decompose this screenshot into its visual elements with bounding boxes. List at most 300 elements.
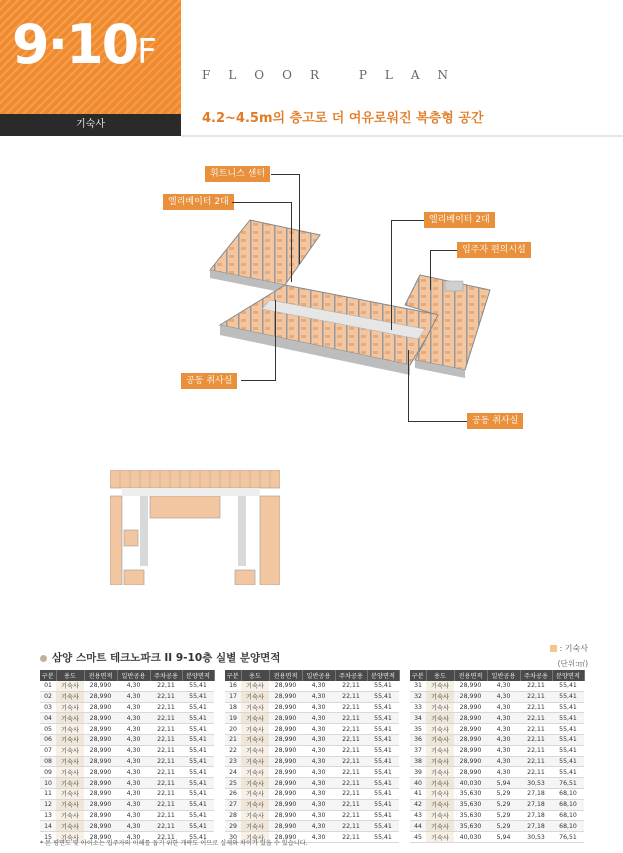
table-cell: 55,41 <box>552 681 584 691</box>
table-cell: 55,41 <box>182 767 214 778</box>
table-cell: 4,30 <box>487 745 520 756</box>
table-cell: 기숙사 <box>56 810 84 821</box>
table-cell: 03 <box>40 702 56 713</box>
table-cell: 기숙사 <box>241 681 269 691</box>
table-cell: 27 <box>225 799 241 810</box>
table-cell: 28,990 <box>269 821 302 832</box>
table-cell: 55,41 <box>367 724 399 735</box>
table-cell: 35,630 <box>454 788 487 799</box>
table-cell: 22,11 <box>150 681 182 691</box>
table-cell: 4,30 <box>302 734 335 745</box>
table-cell: 22,11 <box>335 756 367 767</box>
table-cell: 55,41 <box>182 799 214 810</box>
table-cell: 35,630 <box>454 821 487 832</box>
header-floor-block <box>0 0 181 114</box>
leader-elevator-left-v <box>291 202 292 282</box>
table-header-row <box>225 670 399 681</box>
floor-plan-label: FLOOR PLAN <box>202 68 467 82</box>
table-cell: 기숙사 <box>241 702 269 713</box>
table-cell: 68,10 <box>552 799 584 810</box>
table-cell: 28,990 <box>84 681 117 691</box>
table-cell: 39 <box>410 767 426 778</box>
callout-kitchen-right: 공동 취사실 <box>467 413 523 429</box>
table-cell: 55,41 <box>552 702 584 713</box>
table-cell: 55,41 <box>182 756 214 767</box>
table-cell: 기숙사 <box>426 767 454 778</box>
table-cell: 55,41 <box>552 767 584 778</box>
table-cell: 기숙사 <box>426 734 454 745</box>
floor-number <box>12 13 157 76</box>
table-cell: 27,18 <box>520 821 552 832</box>
table-row <box>410 810 584 821</box>
table-row <box>40 724 214 735</box>
leader-elevator-right-h <box>391 220 424 221</box>
table-cell: 22,11 <box>335 788 367 799</box>
table-cell: 10 <box>40 778 56 789</box>
table-row <box>40 745 214 756</box>
table-cell: 22,11 <box>335 821 367 832</box>
table-cell: 11 <box>40 788 56 799</box>
table-cell: 68,10 <box>552 810 584 821</box>
table-cell: 55,41 <box>367 788 399 799</box>
table-cell: 41 <box>410 788 426 799</box>
callout-elevator-right: 엘리베이터 2대 <box>424 212 495 228</box>
table-cell: 55,41 <box>552 756 584 767</box>
table-cell: 55,41 <box>367 832 399 843</box>
area-table-col-2 <box>225 670 400 843</box>
table-cell: 기숙사 <box>56 788 84 799</box>
table-cell: 기숙사 <box>56 691 84 702</box>
table-cell: 28,990 <box>269 788 302 799</box>
table-header-cell: 주차공용 <box>335 670 367 681</box>
page-subtitle: 4.2~4.5m의 층고로 더 여유로워진 복층형 공간 <box>202 111 484 126</box>
table-cell: 28,990 <box>84 821 117 832</box>
table-cell: 55,41 <box>182 745 214 756</box>
table-cell: 4,30 <box>117 745 150 756</box>
table-cell: 기숙사 <box>426 745 454 756</box>
table-cell: 4,30 <box>302 745 335 756</box>
table-cell: 22,11 <box>335 713 367 724</box>
table-header-cell: 전용면적 <box>454 670 487 681</box>
leader-kitchen-left-v <box>275 300 276 381</box>
table-cell: 28 <box>225 810 241 821</box>
table-cell: 16 <box>225 681 241 691</box>
table-cell: 18 <box>225 702 241 713</box>
table-cell: 4,30 <box>302 788 335 799</box>
table-cell: 22,11 <box>150 734 182 745</box>
table-cell: 55,41 <box>182 702 214 713</box>
table-cell: 4,30 <box>117 756 150 767</box>
table-cell: 기숙사 <box>241 745 269 756</box>
table-cell: 22,11 <box>335 724 367 735</box>
leader-elevator-left-h <box>232 202 292 203</box>
table-header-cell: 전용면적 <box>84 670 117 681</box>
table-cell: 76,51 <box>552 778 584 789</box>
table-cell: 기숙사 <box>241 756 269 767</box>
table-cell: 28,990 <box>84 832 117 843</box>
table-cell: 22,11 <box>520 702 552 713</box>
unit-type-label: 기숙사 <box>0 114 181 136</box>
table-cell: 22,11 <box>150 778 182 789</box>
table-cell: 22,11 <box>335 810 367 821</box>
table-row <box>225 691 399 702</box>
table-cell: 27,18 <box>520 810 552 821</box>
table-row <box>410 681 584 691</box>
table-cell: 기숙사 <box>56 832 84 843</box>
table-cell: 기숙사 <box>241 767 269 778</box>
table-cell: 28,990 <box>269 810 302 821</box>
table-cell: 4,30 <box>302 767 335 778</box>
table-cell: 38 <box>410 756 426 767</box>
table-cell: 기숙사 <box>241 724 269 735</box>
table-cell: 4,30 <box>302 799 335 810</box>
table-cell: 기숙사 <box>56 745 84 756</box>
table-cell: 29 <box>225 821 241 832</box>
table-cell: 22,11 <box>335 832 367 843</box>
table-cell: 기숙사 <box>241 734 269 745</box>
table-cell: 기숙사 <box>426 702 454 713</box>
table-cell: 4,30 <box>117 734 150 745</box>
table-cell: 09 <box>40 767 56 778</box>
table-cell: 55,41 <box>182 691 214 702</box>
table-row <box>410 778 584 789</box>
table-row <box>225 724 399 735</box>
table-cell: 40,030 <box>454 778 487 789</box>
table-cell: 4,30 <box>487 767 520 778</box>
table-cell: 15 <box>40 832 56 843</box>
table-cell: 28,990 <box>454 767 487 778</box>
table-cell: 4,30 <box>302 702 335 713</box>
leader-convenience-v <box>430 250 431 290</box>
table-cell: 30 <box>225 832 241 843</box>
callout-elevator-left: 엘리베이터 2대 <box>163 194 234 210</box>
table-row <box>225 681 399 691</box>
area-table-title <box>40 650 280 665</box>
table-cell: 4,30 <box>117 788 150 799</box>
table-cell: 기숙사 <box>241 778 269 789</box>
leader-fitness-v <box>299 174 300 264</box>
table-row <box>225 788 399 799</box>
table-cell: 기숙사 <box>56 713 84 724</box>
table-cell: 4,30 <box>302 691 335 702</box>
table-cell: 5,29 <box>487 799 520 810</box>
floor-suffix: F <box>137 32 157 72</box>
table-cell: 22,11 <box>520 767 552 778</box>
table-row <box>40 756 214 767</box>
table-cell: 27,18 <box>520 788 552 799</box>
table-header-cell: 용도 <box>241 670 269 681</box>
legend-swatch-icon <box>550 645 557 652</box>
table-cell: 55,41 <box>182 810 214 821</box>
table-row <box>225 745 399 756</box>
table-cell: 22,11 <box>520 691 552 702</box>
table-header-cell: 주차공용 <box>520 670 552 681</box>
table-cell: 기숙사 <box>56 799 84 810</box>
table-header-cell: 일반공용 <box>487 670 520 681</box>
table-cell: 4,30 <box>117 832 150 843</box>
table-cell: 4,30 <box>117 810 150 821</box>
table-row <box>410 767 584 778</box>
table-cell: 28,990 <box>84 767 117 778</box>
table-cell: 28,990 <box>84 713 117 724</box>
table-cell: 기숙사 <box>426 799 454 810</box>
isometric-floor-plan <box>190 205 510 405</box>
small-floor-plan <box>110 470 280 585</box>
leader-fitness-h <box>271 174 300 175</box>
table-cell: 28,990 <box>84 788 117 799</box>
floor-number-text: 9·10 <box>12 13 138 76</box>
table-cell: 4,30 <box>117 681 150 691</box>
table-cell: 04 <box>40 713 56 724</box>
table-cell: 22,11 <box>335 734 367 745</box>
title-bullet-icon <box>40 655 47 662</box>
table-cell: 4,30 <box>487 681 520 691</box>
table-cell: 17 <box>225 691 241 702</box>
table-header-cell: 구분 <box>410 670 426 681</box>
table-cell: 28,990 <box>269 724 302 735</box>
table-cell: 기숙사 <box>56 734 84 745</box>
callout-fitness: 휘트니스 센터 <box>205 166 270 182</box>
table-cell: 12 <box>40 799 56 810</box>
table-cell: 5,94 <box>487 778 520 789</box>
table-cell: 55,41 <box>367 734 399 745</box>
table-cell: 4,30 <box>117 767 150 778</box>
table-cell: 4,30 <box>487 734 520 745</box>
table-cell: 4,30 <box>117 713 150 724</box>
table-cell: 기숙사 <box>56 767 84 778</box>
table-cell: 28,990 <box>454 756 487 767</box>
table-cell: 55,41 <box>552 691 584 702</box>
table-row <box>225 821 399 832</box>
table-cell: 4,30 <box>302 821 335 832</box>
table-cell: 기숙사 <box>426 713 454 724</box>
table-cell: 33 <box>410 702 426 713</box>
table-cell: 26 <box>225 788 241 799</box>
leader-kitchen-left-h <box>241 380 276 381</box>
table-cell: 기숙사 <box>426 832 454 843</box>
table-cell: 76,51 <box>552 832 584 843</box>
table-cell: 기숙사 <box>426 724 454 735</box>
table-cell: 68,10 <box>552 821 584 832</box>
table-cell: 기숙사 <box>426 810 454 821</box>
table-cell: 55,41 <box>182 724 214 735</box>
table-row <box>410 832 584 843</box>
table-cell: 4,30 <box>117 691 150 702</box>
area-table-title-text: 삼양 스마트 테크노파크 II 9-10층 실별 분양면적 <box>52 652 281 664</box>
table-cell: 55,41 <box>182 788 214 799</box>
table-header-cell: 주차공용 <box>150 670 182 681</box>
leader-elevator-right-v <box>391 220 392 330</box>
table-cell: 55,41 <box>182 778 214 789</box>
table-cell: 23 <box>225 756 241 767</box>
table-row <box>225 799 399 810</box>
table-row <box>225 778 399 789</box>
table-cell: 19 <box>225 713 241 724</box>
table-cell: 42 <box>410 799 426 810</box>
table-cell: 28,990 <box>454 702 487 713</box>
table-row <box>410 724 584 735</box>
table-cell: 5,94 <box>487 832 520 843</box>
leader-convenience-h <box>430 250 457 251</box>
table-cell: 22,11 <box>335 767 367 778</box>
table-cell: 31 <box>410 681 426 691</box>
table-cell: 4,30 <box>117 702 150 713</box>
table-cell: 22,11 <box>150 702 182 713</box>
table-cell: 기숙사 <box>241 821 269 832</box>
table-cell: 4,30 <box>117 724 150 735</box>
table-cell: 55,41 <box>367 767 399 778</box>
table-cell: 22,11 <box>150 713 182 724</box>
table-cell: 28,990 <box>269 713 302 724</box>
table-header-cell: 일반공용 <box>117 670 150 681</box>
header-divider <box>181 135 623 137</box>
legend-text: : 기숙사 <box>559 644 588 653</box>
table-header-row <box>410 670 584 681</box>
table-cell: 55,41 <box>182 681 214 691</box>
table-cell: 28,990 <box>269 734 302 745</box>
table-cell: 45 <box>410 832 426 843</box>
table-cell: 21 <box>225 734 241 745</box>
table-cell: 5,29 <box>487 821 520 832</box>
table-row <box>40 691 214 702</box>
table-header-row <box>40 670 214 681</box>
table-row <box>225 767 399 778</box>
table-row <box>40 767 214 778</box>
table-cell: 55,41 <box>552 745 584 756</box>
table-cell: 4,30 <box>487 702 520 713</box>
table-row <box>40 788 214 799</box>
table-cell: 28,990 <box>84 724 117 735</box>
table-cell: 55,41 <box>367 691 399 702</box>
leader-kitchen-right-v <box>408 350 409 422</box>
table-cell: 기숙사 <box>426 681 454 691</box>
table-cell: 28,990 <box>84 778 117 789</box>
table-cell: 55,41 <box>367 745 399 756</box>
table-cell: 55,41 <box>367 702 399 713</box>
table-cell: 4,30 <box>302 724 335 735</box>
table-cell: 55,41 <box>367 778 399 789</box>
table-cell: 기숙사 <box>426 778 454 789</box>
table-header-cell: 분양면적 <box>182 670 214 681</box>
table-cell: 22,11 <box>150 724 182 735</box>
table-cell: 기숙사 <box>426 756 454 767</box>
table-cell: 55,41 <box>367 713 399 724</box>
table-header-cell: 용도 <box>56 670 84 681</box>
table-header-cell: 분양면적 <box>367 670 399 681</box>
table-cell: 기숙사 <box>241 691 269 702</box>
table-cell: 22,11 <box>520 734 552 745</box>
table-cell: 40,030 <box>454 832 487 843</box>
table-cell: 55,41 <box>552 713 584 724</box>
leader-kitchen-right-h <box>408 421 467 422</box>
table-cell: 68,10 <box>552 788 584 799</box>
table-cell: 22,11 <box>520 724 552 735</box>
table-row <box>40 681 214 691</box>
table-cell: 22,11 <box>150 799 182 810</box>
table-cell: 55,41 <box>182 734 214 745</box>
table-cell: 28,990 <box>84 756 117 767</box>
table-cell: 34 <box>410 713 426 724</box>
table-cell: 5,29 <box>487 788 520 799</box>
table-row <box>40 702 214 713</box>
table-cell: 28,990 <box>84 691 117 702</box>
table-cell: 36 <box>410 734 426 745</box>
table-cell: 4,30 <box>117 799 150 810</box>
table-row <box>225 702 399 713</box>
table-cell: 28,990 <box>454 691 487 702</box>
table-cell: 4,30 <box>302 713 335 724</box>
area-table-col-3 <box>410 670 585 843</box>
table-cell: 55,41 <box>367 810 399 821</box>
table-row <box>225 810 399 821</box>
table-cell: 28,990 <box>84 810 117 821</box>
table-row <box>40 778 214 789</box>
table-cell: 4,30 <box>302 756 335 767</box>
table-cell: 28,990 <box>269 778 302 789</box>
table-row <box>410 702 584 713</box>
table-cell: 22,11 <box>335 702 367 713</box>
table-cell: 14 <box>40 821 56 832</box>
table-cell: 28,990 <box>269 691 302 702</box>
table-cell: 28,990 <box>269 702 302 713</box>
table-cell: 28,990 <box>454 734 487 745</box>
table-cell: 22,11 <box>520 745 552 756</box>
table-cell: 55,41 <box>552 724 584 735</box>
table-cell: 4,30 <box>302 681 335 691</box>
table-cell: 35,630 <box>454 810 487 821</box>
area-table-col-1 <box>40 670 215 843</box>
table-row <box>225 756 399 767</box>
table-cell: 4,30 <box>117 778 150 789</box>
table-row <box>40 821 214 832</box>
table-cell: 기숙사 <box>241 810 269 821</box>
table-cell: 기숙사 <box>241 788 269 799</box>
table-unit: (단위:㎡) <box>557 659 588 668</box>
table-header-cell: 분양면적 <box>552 670 584 681</box>
table-cell: 28,990 <box>269 799 302 810</box>
table-cell: 28,990 <box>269 745 302 756</box>
table-row <box>225 734 399 745</box>
table-row <box>410 788 584 799</box>
table-cell: 44 <box>410 821 426 832</box>
table-cell: 27,18 <box>520 799 552 810</box>
table-cell: 43 <box>410 810 426 821</box>
table-cell: 28,990 <box>269 756 302 767</box>
table-cell: 기숙사 <box>241 832 269 843</box>
table-cell: 28,990 <box>84 734 117 745</box>
table-cell: 08 <box>40 756 56 767</box>
table-row <box>410 745 584 756</box>
table-cell: 4,30 <box>117 821 150 832</box>
table-cell: 기숙사 <box>426 821 454 832</box>
table-header-cell: 일반공용 <box>302 670 335 681</box>
table-cell: 20 <box>225 724 241 735</box>
callout-kitchen-left: 공동 취사실 <box>181 373 237 389</box>
table-cell: 55,41 <box>367 756 399 767</box>
table-cell: 기숙사 <box>56 778 84 789</box>
table-cell: 06 <box>40 734 56 745</box>
table-cell: 4,30 <box>302 810 335 821</box>
table-cell: 55,41 <box>182 713 214 724</box>
table-cell: 07 <box>40 745 56 756</box>
table-cell: 22,11 <box>150 821 182 832</box>
table-cell: 25 <box>225 778 241 789</box>
table-cell: 55,41 <box>552 734 584 745</box>
table-cell: 22 <box>225 745 241 756</box>
table-cell: 기숙사 <box>56 821 84 832</box>
table-cell: 기숙사 <box>56 756 84 767</box>
table-cell: 35 <box>410 724 426 735</box>
